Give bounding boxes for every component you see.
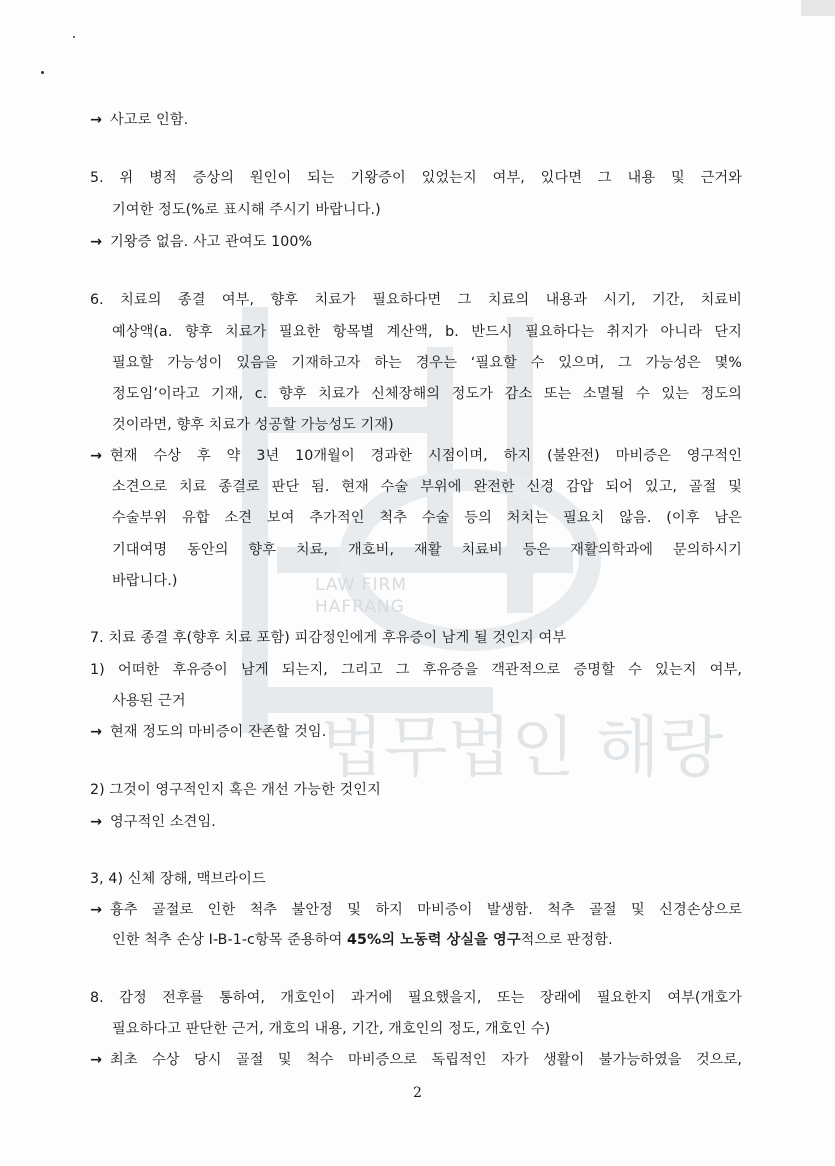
arrow-icon: → — [90, 1052, 102, 1068]
watermark-korean: 법무법인 해랑 — [320, 709, 724, 786]
question-8-line-1: 8. 감정 전후를 통하여, 개호인이 과거에 필요했을지, 또는 장래에 필요한지 여부(개호가 — [90, 990, 742, 1006]
answer-8-line-1: → 최초 수상 당시 골절 및 척수 마비증으로 독립적인 자가 생활이 불가능하였을 것으로, — [90, 1052, 742, 1068]
arrow-icon: → — [90, 112, 102, 128]
arrow-icon: → — [90, 448, 102, 464]
question-7: 7. 치료 종결 후(향후 치료 포함) 피감정인에게 후유증이 남게 될 것인지 여부 — [90, 630, 567, 646]
scan-corner-mark — [801, 0, 835, 16]
question-7-3-4: 3, 4) 신체 장해, 맥브라이드 — [90, 871, 266, 887]
question-5-line-2: 기여한 정도(%로 표시해 주시기 바랍니다.) — [112, 202, 381, 218]
labor-loss-emphasis: 45%의 노동력 상실을 영구 — [347, 932, 521, 948]
answer-6-line-3: 수술부위 유합 소견 보여 추가적인 척추 수술 등의 처치는 필요치 않음. (이후 남은 — [112, 510, 742, 526]
question-7-1-line-1: 1) 어떠한 후유증이 남게 되는지, 그리고 그 후유증을 객관적으로 증명할 수 있는지 여부, — [90, 662, 742, 678]
scan-speck — [41, 71, 44, 74]
arrow-icon: → — [90, 902, 102, 918]
scan-speck — [73, 36, 75, 38]
question-6-line-2: 예상액(a. 향후 치료가 필요한 항목별 계산액, b. 반드시 필요하다는 취지가 아니라 단지 — [112, 324, 742, 340]
question-7-2: 2) 그것이 영구적인지 혹은 개선 가능한 것인지 — [90, 782, 381, 798]
answer-7-1: → 현재 정도의 마비증이 잔존할 것임. — [90, 724, 327, 740]
question-6-line-3: 필요할 가능성이 있음을 기재하고자 하는 경우는 ‘필요할 수 있으며, 그 가능성은 몇% — [112, 355, 742, 371]
answer-6-line-2: 소견으로 치료 종결로 판단 됨. 현재 수술 부위에 완전한 신경 감압 되어 있고, 골절 및 — [112, 479, 742, 495]
question-7-1-line-2: 사용된 근거 — [112, 693, 186, 709]
question-5-line-1: 5. 위 병적 증상의 원인이 되는 기왕증이 있었는지 여부, 있다면 그 내용 및 근거와 — [90, 170, 742, 186]
arrow-icon: → — [90, 234, 102, 250]
answer-6-line-4: 기대여명 동안의 향후 치료, 개호비, 재활 치료비 등은 재활의학과에 문의하시기 — [112, 542, 742, 558]
arrow-icon: → — [90, 814, 102, 830]
page-number: 2 — [413, 1085, 422, 1101]
question-8-line-2: 필요하다고 판단한 근거, 개호의 내용, 기간, 개호인의 정도, 개호인 수) — [112, 1021, 551, 1037]
answer-cause: → 사고로 인함. — [90, 112, 189, 128]
answer-5: → 기왕증 없음. 사고 관여도 100% — [90, 234, 313, 250]
answer-7-3-4-line-2: 인한 척추 손상 I-B-1-c항목 준용하여 45%의 노동력 상실을 영구적으로 판정함. — [112, 932, 613, 948]
answer-6-line-1: → 현재 수상 후 약 3년 10개월이 경과한 시점이며, 하지 (불완전) 마비증은 영구적인 — [90, 448, 742, 464]
question-6-line-4: 정도임’이라고 기재, c. 향후 치료가 신체장해의 정도가 감소 또는 소멸될 수 있는 정도의 — [112, 386, 742, 402]
answer-7-2: → 영구적인 소견임. — [90, 814, 216, 830]
arrow-icon: → — [90, 724, 102, 740]
question-6-line-5: 것이라면, 향후 치료가 성공할 가능성도 기재) — [112, 417, 394, 433]
answer-6-line-5: 바랍니다.) — [112, 573, 178, 589]
question-6-line-1: 6. 치료의 종결 여부, 향후 치료가 필요하다면 그 치료의 내용과 시기, 기간, 치료비 — [90, 292, 742, 308]
watermark-english-2: HAFRANG — [315, 597, 405, 617]
answer-7-3-4-line-1: → 흉추 골절로 인한 척추 불안정 및 하지 마비증이 발생함. 척추 골절 및 신경손상으로 — [90, 902, 742, 918]
watermark-english-1: LAW FIRM — [315, 575, 408, 595]
